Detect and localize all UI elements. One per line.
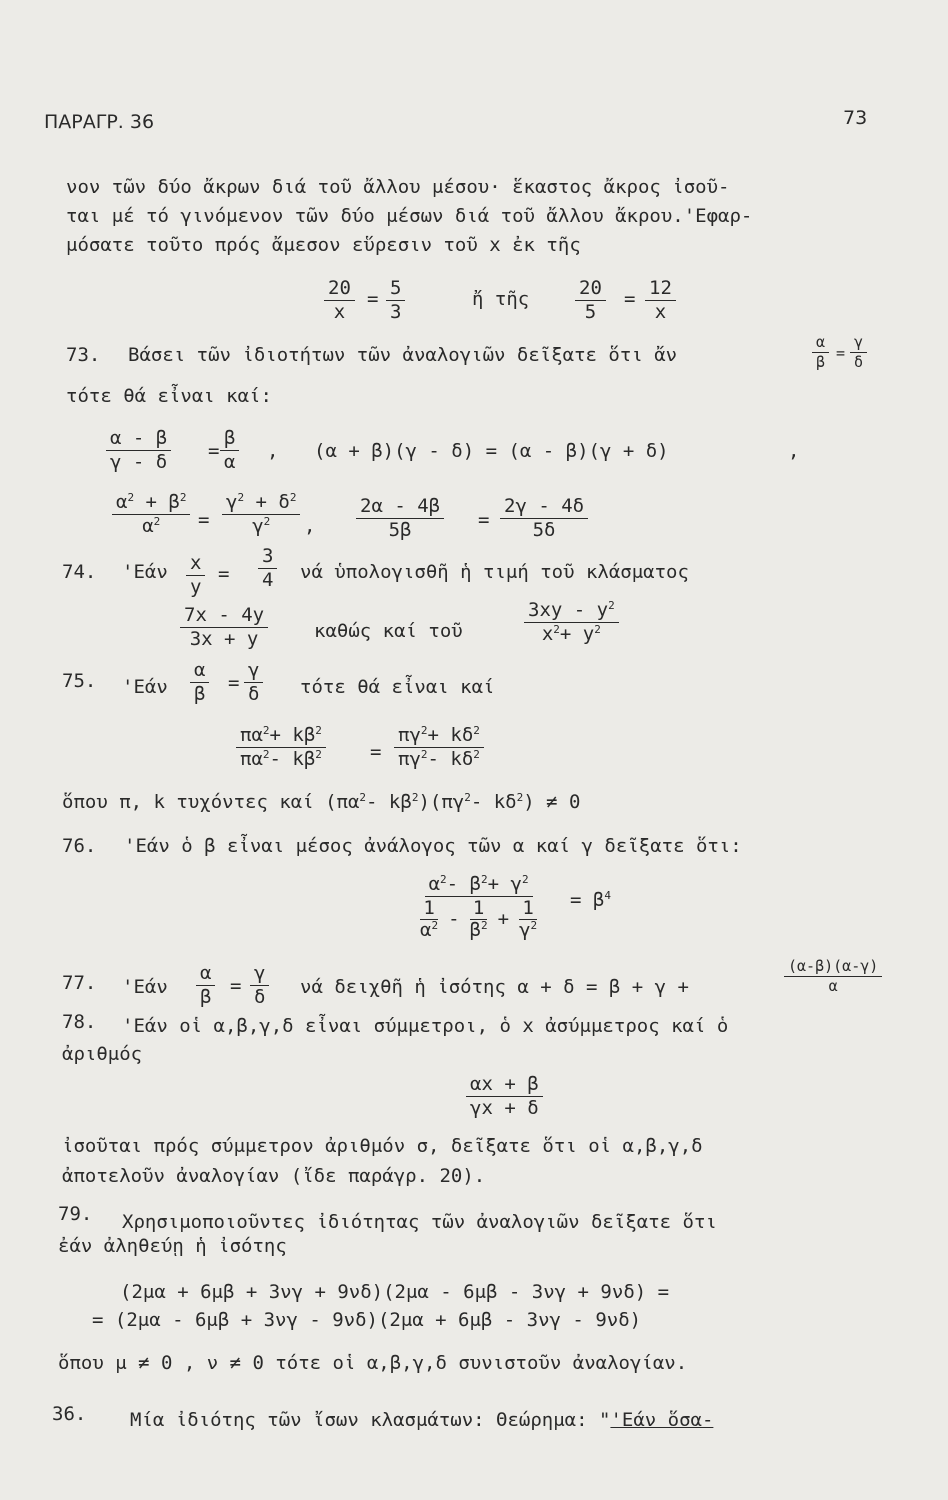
- exercise-74-fraction-3: $\frac{7x - 4y}{3x + y}$: [180, 605, 268, 650]
- exercise-78-line-4: ἀποτελοῦν ἀναλογίαν (ἴδε παράγρ. 20).: [62, 1165, 486, 1187]
- exercise-77-fraction-2: $\frac{\gamma}{\delta}$: [250, 963, 269, 1008]
- equals-sign: =: [208, 440, 220, 462]
- exercise-73-cond-fraction-2: $\frac{\gamma}{\delta}$: [850, 334, 867, 370]
- exercise-74-number: 74.: [62, 561, 97, 583]
- equals-sign: =: [198, 509, 210, 531]
- exercise-77-fraction-1: $\frac{\alpha}{\beta}$: [196, 963, 215, 1008]
- exercise-79-equation-2: = (2μα - 6μβ + 3νγ - 9νδ)(2μα + 6μβ - 3νγ - 9νδ): [92, 1309, 642, 1331]
- exercise-76-number: 76.: [62, 835, 97, 857]
- section-36-underlined: 'Εάν ὅσα-: [610, 1409, 714, 1431]
- exercise-75-where: ὅπου π, k τυχόντες καί ($\pi\alpha^2-$ $k\beta^2)(\pi\gamma^2-$ $k\delta^2) \ne 0$: [62, 791, 581, 813]
- equals-sign: =: [230, 975, 242, 997]
- exercise-77-ean: 'Εάν: [122, 976, 168, 998]
- exercise-73-then: τότε θά εἶναι καί:: [66, 385, 272, 407]
- equals-sign: =: [624, 288, 636, 310]
- exercise-73-fraction-a: $\frac{\alpha - \beta}{\gamma - \delta}$: [106, 428, 171, 473]
- intro-fraction-4: $\frac{12}{x}$: [645, 278, 676, 323]
- intro-or: ἤ τῆς: [472, 288, 530, 310]
- exercise-79-equation-1: (2μα + 6μβ + 3νγ + 9νδ)(2μα - 6μβ - 3νγ + 9νδ) =: [120, 1281, 670, 1303]
- exercise-78-number: 78.: [62, 1011, 97, 1033]
- exercise-75-fraction-1: $\frac{\alpha}{\beta}$: [190, 660, 209, 705]
- intro-fraction-2: $\frac{5}{3}$: [386, 278, 405, 323]
- exercise-77-number: 77.: [62, 972, 97, 994]
- exercise-73-number: 73.: [66, 344, 101, 366]
- exercise-75-fraction-4: $\frac{\pi\gamma^2+ k\delta^2}{\pi\gamma^2- k\delta^2}$: [394, 725, 484, 770]
- separator-comma: ,: [788, 440, 800, 462]
- exercise-79-text: Χρησιμοποιοῦντες ἰδιότητας τῶν ἀναλογιῶν δεῖξατε ὅτι: [122, 1211, 717, 1233]
- exercise-77-fraction-3: $\frac{(\alpha-\beta)(\alpha-\gamma)}{\alpha}$: [784, 958, 882, 994]
- exercise-73-identity: (α + β)(γ - δ) = (α - β)(γ + δ): [314, 440, 669, 462]
- exercise-75-number: 75.: [62, 670, 97, 692]
- exercise-74-ean: 'Εάν: [122, 561, 168, 583]
- exercise-76-fraction: $\alpha^2-$ $\beta^2+ \gamma^2$ 1 $\alpha^2$ - 1 $\beta^2$ + $\frac{1}{\gamma^2}$: [420, 873, 538, 941]
- exercise-77-text: νά δειχθῆ ἡ ἰσότης α + δ = β + γ +: [300, 976, 689, 998]
- page-number: 73: [843, 107, 868, 129]
- intro-fraction-3: $\frac{20}{5}$: [575, 278, 606, 323]
- equals-sign: =: [370, 741, 382, 763]
- exercise-79-where: ὅπου μ ≠ 0 , ν ≠ 0 τότε οἱ α,β,γ,δ συνιστοῦν ἀναλογίαν.: [58, 1352, 688, 1374]
- section-36-number: 36.: [52, 1403, 87, 1425]
- intro-fraction-1: $\frac{20}{x}$: [324, 278, 355, 323]
- exercise-73-cond-fraction-1: $\frac{\alpha}{\beta}$: [812, 334, 829, 370]
- equals-sign: =: [228, 672, 240, 694]
- exercise-75-fraction-3: $\frac{\pi\alpha^2+ k\beta^2}{\pi\alpha^2- k\beta^2}$: [236, 725, 326, 770]
- exercise-76-rhs: = $\beta^4$: [570, 889, 611, 911]
- exercise-74-fraction-2: $\frac{3}{4}$: [258, 546, 277, 591]
- equals-sign: =: [218, 563, 230, 585]
- exercise-75-text: τότε θά εἶναι καί: [300, 676, 495, 698]
- section-36-text: Μία ἰδιότης τῶν ἴσων κλασμάτων: Θεώρημα: "'Εάν ὅσα-: [130, 1409, 714, 1431]
- exercise-78-line-3: ἰσοῦται πρός σύμμετρον ἀριθμόν σ, δεῖξατε ὅτι οἱ α,β,γ,δ: [62, 1135, 703, 1157]
- exercise-79-text-2: ἐάν ἀληθεύῃ ἡ ἰσότης: [58, 1235, 287, 1257]
- exercise-74-fraction-1: $\frac{x}{y}$: [186, 553, 205, 598]
- separator-comma: ,: [304, 515, 316, 537]
- exercise-76-text: 'Εάν ὁ β εἶναι μέσος ἀνάλογος τῶν α καί γ δεῖξατε ὅτι:: [124, 835, 742, 857]
- intro-line-3: μόσατε τοῦτο πρός ἄμεσον εὕρεσιν τοῦ x ἐκ τῆς: [66, 234, 581, 256]
- exercise-74-fraction-4: $\frac{3xy - y^2}{x^2+ y^2}$: [524, 600, 619, 645]
- exercise-73-fraction-c: $\frac{\alpha^2 + \beta^2}{\alpha^2}$: [112, 492, 190, 537]
- running-header: ΠΑΡΑΓΡ. 36: [44, 111, 155, 133]
- exercise-75-ean: 'Εάν: [122, 676, 168, 698]
- exercise-78-text: 'Εάν οἱ α,β,γ,δ εἶναι σύμμετροι, ὁ x ἀσύμμετρος καί ὁ: [122, 1015, 729, 1037]
- exercise-75-fraction-2: $\frac{\gamma}{\delta}$: [244, 660, 263, 705]
- exercise-73-fraction-b: $\frac{\beta}{\alpha}$: [220, 428, 239, 473]
- exercise-78-fraction: $\frac{\alpha x + \beta}{\gamma x + \delta}$: [466, 1074, 543, 1119]
- exercise-73-fraction-e: $\frac{2\alpha - 4\beta}{5\beta}$: [356, 496, 444, 541]
- exercise-79-number: 79.: [58, 1203, 93, 1225]
- exercise-73-text: Βάσει τῶν ἰδιοτήτων τῶν ἀναλογιῶν δεῖξατε ὅτι ἄν: [128, 344, 678, 366]
- exercise-74-text: νά ὑπολογισθῆ ἡ τιμή τοῦ κλάσματος: [300, 561, 689, 583]
- exercise-78-text-2: ἀριθμός: [62, 1043, 143, 1065]
- exercise-74-mid: καθώς καί τοῦ: [314, 620, 463, 642]
- intro-line-1: νον τῶν δύο ἄκρων διά τοῦ ἄλλου μέσου· ἕκαστος ἄκρος ἰσοῦ-: [66, 176, 730, 198]
- exercise-73-fraction-f: $\frac{2\gamma - 4\delta}{5\delta}$: [500, 496, 588, 541]
- exercise-73-fraction-d: $\frac{\gamma^2 + \delta^2}{\gamma^2}$: [222, 492, 300, 537]
- equals-sign: =: [836, 344, 846, 362]
- separator-comma: ,: [267, 440, 279, 462]
- equals-sign: =: [367, 288, 379, 310]
- equals-sign: =: [478, 509, 490, 531]
- intro-line-2: ται μέ τό γινόμενον τῶν δύο μέσων διά τοῦ ἄλλου ἄκρου.'Εφαρ-: [66, 205, 753, 227]
